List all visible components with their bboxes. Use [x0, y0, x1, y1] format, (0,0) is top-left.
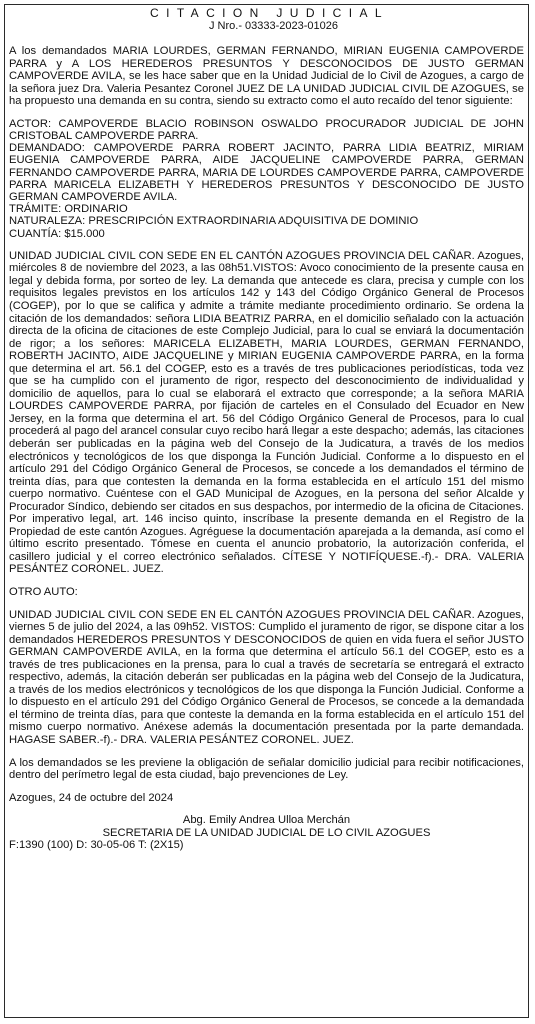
- signatory-name: Abg. Emily Andrea Ulloa Merchán: [182, 814, 351, 827]
- intro-paragraph: A los demandados MARIA LOURDES, GERMAN FERNANDO, MIRIAN EUGENIA CAMPOVERDE PARRA y A LOS HEREDEROS PRESUNTOS Y DESCONOCIDOS DE JUSTO GERMAN CAMPOVERDE AVILA, se les hace saber que en la Unidad Judicial de lo Civil de Azogues, a cargo de la señora juez Dra. Valeria Pesantez Coronel JUEZ DE LA UNIDAD JUDICIAL CIVIL DE AZOGUES, se ha propuesto una demanda en su contra, siendo su extracto como el auto recaído del tenor siguiente:: [9, 45, 524, 108]
- naturaleza-line: NATURALEZA: PRESCRIPCIÓN EXTRAORDINARIA ADQUISITIVA DE DOMINIO: [9, 215, 419, 228]
- publication-code: F:1390 (100) D: 30-05-06 T: (2X15): [9, 839, 184, 852]
- notice-title: CITACION JUDICIAL: [150, 6, 389, 20]
- second-auto-paragraph: UNIDAD JUDICIAL CIVIL CON SEDE EN EL CANTÓN AZOGUES PROVINCIA DEL CAÑAR. Azogues, viernes 5 de julio del 2024, a las 09h52. VISTOS: Cumplido el juramento de rigor, se dispone citar a los demandados HEREDEROS PRESUNTOS Y DESCONOCIDOS de quien en vida fuera el señor JUSTO GERMAN CAMPOVERDE AVILA, en la forma que determina el artículo 56.1 del COGEP, esto es a través de tres publicaciones en la prensa, para lo cual a través de secretaría se entregará el extracto respectivo, además, la citación deberán ser publicadas en la página web del Consejo de la Judicatura, a través de los medios electrónicos y tecnológicos de los que disponga la Función Judicial. Conforme a lo dispuesto en el artículo 291 del Código Orgánico General de Procesos, se concede a la demandada el término de treinta días, para que conteste la demanda en la forma establecida en el artículo 151 del mismo cuerpo normativo. Anéxese además la documentación presentada por la parte demandada. HAGASE SABER.-f).- DRA. VALERIA PESÁNTEZ CORONEL. JUEZ.: [9, 608, 524, 746]
- signatory-role: SECRETARIA DE LA UNIDAD JUDICIAL DE LO CIVIL AZOGUES: [102, 826, 431, 839]
- cuantia-line: CUANTÍA: $15.000: [9, 227, 105, 240]
- warning-paragraph: A los demandados se les previene la obligación de señalar domicilio judicial para recibir notificaciones, dentro del perímetro legal de esta ciudad, bajo prevenciones de Ley.: [9, 756, 524, 782]
- demandado-line: DEMANDADO: CAMPOVERDE PARRA ROBERT JACINTO, PARRA LIDIA BEATRIZ, MIRIAM EUGENIA CAMPOVERDE PARRA, AIDE JACQUELINE CAMPOVERDE PARRA, GERMAN FERNANDO CAMPOVERDE PARRA, MARIA DE LOURDES CAMPOVERDE PARRA, CAMPOVERDE PARRA MARICELA ELIZABETH Y HEREDEROS PRESUNTOS Y DESCONOCIDO DE JUSTO GERMAN CAMPOVERDE AVILA.: [9, 142, 524, 203]
- extract-block: [9, 118, 524, 240]
- first-auto-paragraph: UNIDAD JUDICIAL CIVIL CON SEDE EN EL CANTÓN AZOGUES PROVINCIA DEL CAÑAR. Azogues, miércoles 8 de noviembre del 2023, a las 08h51.VISTOS: Avoco conocimiento de la presente causa en legal y debida forma, por sorteo de ley. La demanda que antecede es clara, precisa y cumple con los requisitos legales previstos en los artículos 142 y 143 del Código Orgánico General de Procesos (COGEP), por lo que se califica y admite a trámite mediante procedimiento ordinario. Se ordena la citación de los demandados: señora LIDIA BEATRIZ PARRA, en el domicilio señalado con la actuación directa de la oficina de citaciones de este Complejo Judicial, para lo cual se enviará la documentación de rigor; a los señores: MARICELA ELIZABETH, MARIA LOURDES, GERMAN FERNANDO, ROBERTH JACINTO, AIDE JACQUELINE y MIRIAN EUGENIA CAMPOVERDE PARRA, en la forma que determina el art. 56.1 del COGEP, esto es a través de tres publicaciones periodísticas, toda vez que se ha cumplido con el juramento de rigor, respecto del desconocimiento de individualidad y domicilio de aquellos, para lo cual se elaborará el extracto que corresponde; a la señora MARIA LOURDES CAMPOVERDE PARRA, por fijación de carteles en el Consulado del Ecuador en New Jersey, en la forma que determina el art. 56 del Código Orgánico General de Procesos, para lo cual procederá al pago del arancel consular cuyo recibo hará llegar a este despacho; además, las citaciones deberán ser publicadas en la página web del Consejo de la Judicatura, a través de los medios electrónicos y tecnológicos de los que disponga la Función Judicial. Conforme a lo dispuesto en el artículo 291 del Código Orgánico General de Procesos, se concede a los demandados el término de treinta días, para que contesten la demanda en la forma establecida en el artículo 151 del mismo cuerpo normativo. Cuéntese con el GAD Municipal de Azogues, en la persona del señor Alcalde y Procurador Síndico, debiendo ser citados en sus despachos, por intermedio de la oficina de Citaciones. Por imperativo legal, art. 146 inciso quinto, inscríbase la presente demanda en el Registro de la Propiedad de este cantón Azogues. Agréguese la documentación aparejada a la demanda, así como el último escrito presentado. Tómese en cuenta el anuncio probatorio, la autorización conferida, el casillero judicial y el correo electrónico señalados. CÍTESE Y NOTIFÍQUESE.-f).- DRA. VALERIA PESÁNTEZ CORONEL. JUEZ.: [9, 249, 524, 576]
- legal-notice: [4, 4, 529, 1018]
- case-number: J Nro.- 03333-2023-01026: [208, 20, 339, 32]
- tramite-line: TRÁMITE: ORDINARIO: [9, 203, 128, 216]
- otro-auto-label: OTRO AUTO:: [9, 585, 78, 598]
- actor-line: ACTOR: CAMPOVERDE BLACIO ROBINSON OSWALDO PROCURADOR JUDICIAL DE JOHN CRISTOBAL CAMPOVERDE PARRA.: [9, 117, 524, 142]
- place-date: Azogues, 24 de octubre del 2024: [9, 791, 174, 804]
